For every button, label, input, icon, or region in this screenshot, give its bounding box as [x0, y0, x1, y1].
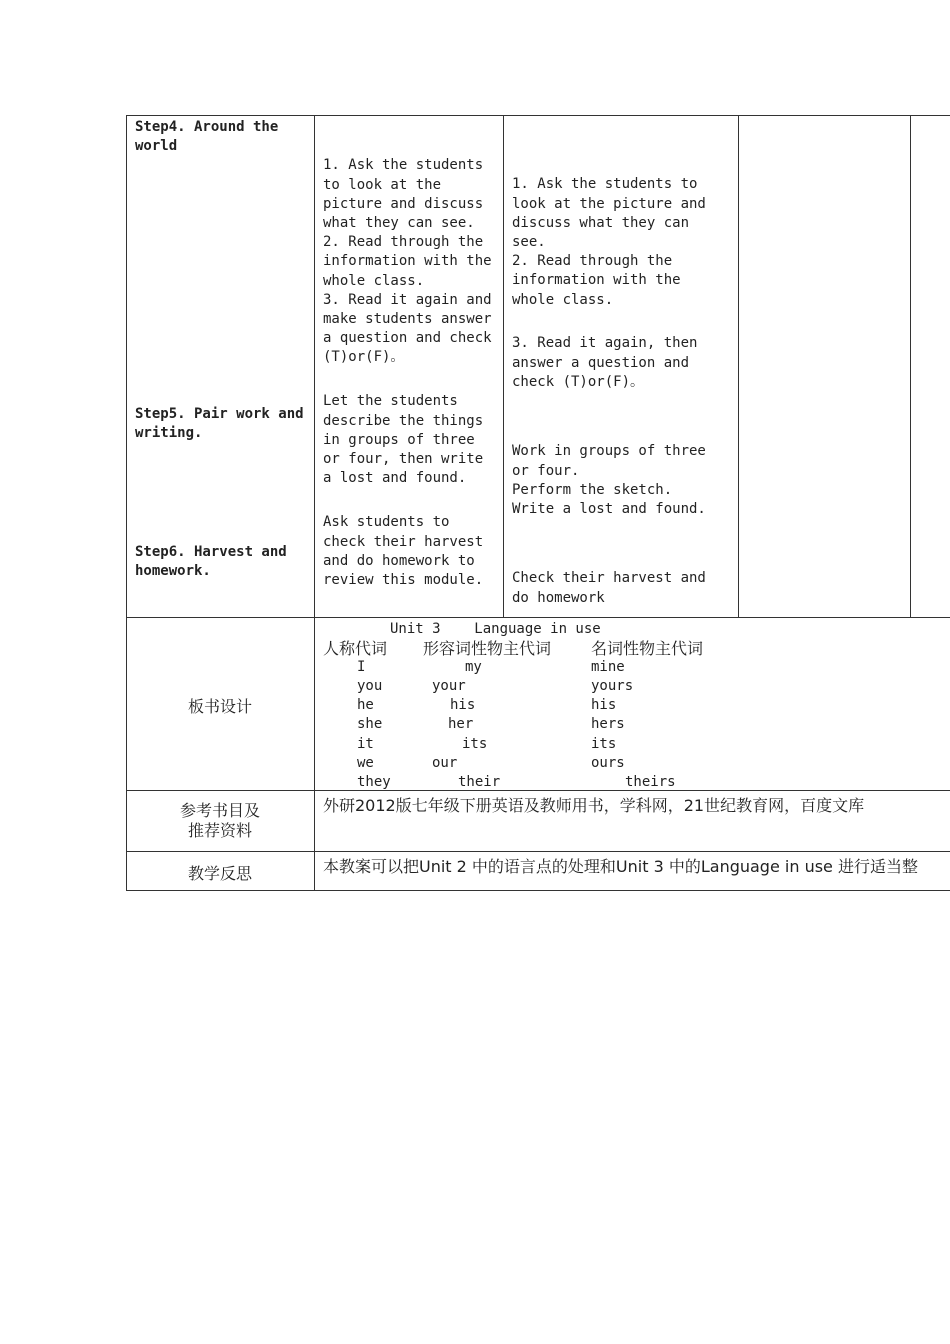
- reflection-text: 本教案可以把Unit 2 中的语言点的处理和Unit 3 中的Language in use 进行适当整: [323, 857, 918, 876]
- board-design-label: 板书设计: [187, 697, 252, 716]
- col-divider-2: [503, 115, 504, 618]
- noun-possessive-cell: theirs: [625, 774, 676, 790]
- references-label: 参考书目及 推荐资料: [179, 801, 260, 840]
- col-divider-4: [910, 115, 911, 618]
- references-text: 外研2012版七年级下册英语及教师用书，学科网，21世纪教育网，百度文库: [323, 796, 865, 815]
- adj-possessive-cell: his: [450, 697, 476, 713]
- row-divider-3: [126, 851, 950, 852]
- noun-possessive-cell: his: [591, 697, 617, 713]
- pronoun-cell: he: [357, 697, 374, 713]
- adj-possessive-cell: her: [448, 716, 474, 732]
- row-divider-2: [126, 790, 950, 791]
- header-personal-pronoun: 人称代词: [323, 639, 388, 658]
- step5-title: Step5. Pair work and writing.: [135, 406, 304, 442]
- table-left-border: [126, 115, 127, 891]
- reflection-label: 教学反思: [187, 864, 252, 883]
- adj-possessive-cell: my: [465, 659, 482, 675]
- pronoun-cell: we: [357, 755, 374, 771]
- student-activity-2: 3. Read it again, then answer a question and check (T)or(F)。: [512, 335, 698, 390]
- adj-possessive-cell: its: [462, 736, 488, 752]
- step4-title: Step4. Around the world: [135, 119, 279, 155]
- noun-possessive-cell: its: [591, 736, 617, 752]
- noun-possessive-cell: hers: [591, 716, 625, 732]
- pronoun-cell: you: [357, 678, 383, 694]
- table-bottom-border: [126, 890, 950, 891]
- teacher-activity-3: Ask students to check their harvest and do homework to review this module.: [323, 514, 484, 589]
- header-adjective-possessive: 形容词性物主代词: [423, 639, 552, 658]
- adj-possessive-cell: your: [432, 678, 466, 694]
- student-activity-4: Check their harvest and do homework: [512, 570, 706, 606]
- board-design-title: Unit 3 Language in use: [390, 621, 601, 637]
- adj-possessive-cell: their: [458, 774, 501, 790]
- table-top-border: [126, 115, 950, 116]
- teacher-activity-2: Let the students describe the things in groups of three or four, then write a lost and found.: [323, 393, 484, 487]
- col-divider-1: [314, 115, 315, 891]
- col-divider-3: [738, 115, 739, 618]
- noun-possessive-cell: ours: [591, 755, 625, 771]
- header-noun-possessive: 名词性物主代词: [591, 639, 704, 658]
- adj-possessive-cell: our: [432, 755, 458, 771]
- pronoun-cell: she: [357, 716, 383, 732]
- noun-possessive-cell: yours: [591, 678, 634, 694]
- pronoun-cell: I: [357, 659, 366, 675]
- student-activity-3: Work in groups of three or four. Perform the sketch. Write a lost and found.: [512, 443, 706, 518]
- pronoun-cell: they: [357, 774, 391, 790]
- noun-possessive-cell: mine: [591, 659, 625, 675]
- teacher-activity-1: 1. Ask the students to look at the picture and discuss what they can see. 2. Read through the information with the whole class. 3. Read it again and make students answer a question and check (T)or(F)。: [323, 157, 492, 366]
- step6-title: Step6. Harvest and homework.: [135, 544, 287, 580]
- student-activity-1: 1. Ask the students to look at the picture and discuss what they can see. 2. Read through the information with the whole class.: [512, 176, 706, 308]
- pronoun-cell: it: [357, 736, 374, 752]
